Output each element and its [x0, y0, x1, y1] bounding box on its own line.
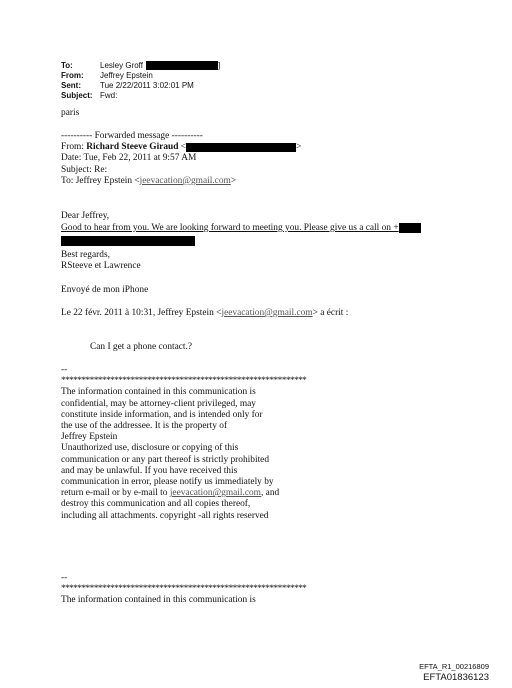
disclaimer-line: confidential, may be attorney-client privileged, may: [61, 398, 256, 409]
footer-ref-1: EFTA_R1_00216809: [419, 662, 489, 671]
forward-from-prefix: From:: [61, 142, 87, 153]
disclaimer: [61, 365, 306, 522]
disclaimer-repeat: [61, 573, 306, 607]
forward-from-lt: <: [178, 142, 187, 153]
forward-to-line: [61, 176, 301, 187]
disclaimer-line: constitute inside information, and is intended only for: [61, 409, 263, 420]
disclaimer-line10-suffix: , and: [260, 488, 280, 499]
header-to-row: [61, 61, 220, 71]
disclaimer-line: the use of the addressee. It is the property of: [61, 421, 228, 432]
forward-from-gt: >: [296, 142, 302, 153]
redaction-block: [61, 236, 195, 246]
sent-value: Tue 2/22/2011 3:02:01 PM: [100, 81, 194, 90]
message-line1: [61, 223, 421, 234]
subject-value: Fwd:: [100, 91, 118, 100]
email-header: [61, 61, 220, 101]
disclaimer-line: The information contained in this communication is: [61, 595, 256, 606]
disclaimer-line: The information contained in this communication is: [61, 387, 256, 398]
disclaimer-line: including all attachments. copyright -all rights reserved: [61, 510, 269, 521]
message-greeting: Dear Jeffrey,: [61, 211, 110, 221]
disclaimer-stars: ************************************************************: [61, 376, 307, 387]
subject-label: Subject:: [61, 91, 93, 100]
signature-text: RSteeve et Lawrence: [61, 261, 141, 272]
quote-intro: [61, 308, 348, 319]
disclaimer-dashes: --: [61, 573, 68, 583]
forward-to-prefix: To: Jeffrey Epstein <: [61, 175, 140, 186]
disclaimer-line: communication or any part thereof is strictly prohibited: [61, 454, 270, 465]
disclaimer-line: communication in error, please notify us immediately by: [61, 477, 274, 488]
sent-from-line: Envoyé de mon iPhone: [61, 285, 149, 295]
disclaimer-line: destroy this communication and all copies thereof,: [61, 499, 251, 510]
quote-intro-prefix: Le 22 févr. 2011 à 10:31, Jeffrey Epstein <: [61, 308, 222, 318]
disclaimer-line: and may be unlawful. If you have received this: [61, 465, 238, 476]
disclaimer-line: Jeffrey Epstein: [61, 432, 118, 443]
from-value: Jeffrey Epstein: [100, 71, 153, 80]
sent-label: Sent:: [61, 81, 81, 90]
disclaimer-stars: ************************************************************: [61, 584, 307, 595]
forward-date: Date: Tue, Feb 22, 2011 at 9:57 AM: [61, 153, 197, 164]
disclaimer-line10-prefix: return e-mail or by e-mail to: [61, 488, 170, 499]
forward-separator: ---------- Forwarded message ----------: [61, 131, 203, 141]
header-sent-row: [61, 81, 220, 91]
email-link[interactable]: jeevacation@gmail.com: [169, 488, 261, 499]
message-regards: [61, 250, 141, 272]
redaction-block: [186, 143, 296, 152]
quote-intro-suffix: > a écrit :: [312, 308, 349, 318]
regards-text: Best regards,: [61, 250, 110, 260]
forward-to-suffix: >: [230, 175, 237, 186]
quoted-text: Can I get a phone contact.?: [90, 342, 193, 352]
disclaimer-line: [61, 488, 306, 499]
header-subject-row: [61, 91, 220, 101]
header-from-row: [61, 71, 220, 81]
message-line1-text: Good to hear from you. We are looking forward to meeting you. Please give us a call on +: [61, 223, 399, 234]
to-value: Lesley Groff: [100, 61, 143, 70]
forward-from-name: Richard Steeve Giraud: [86, 142, 179, 153]
body-first-line: paris: [61, 108, 80, 118]
disclaimer-line: Unauthorized use, disclosure or copying of this: [61, 443, 239, 454]
redaction-block: [146, 61, 221, 70]
redaction-block: [399, 223, 421, 233]
forward-from-line: [61, 142, 301, 153]
forward-subject: Subject: Re:: [61, 164, 108, 175]
forwarded-message: [61, 131, 301, 187]
from-label: From:: [61, 71, 84, 80]
footer-ref-2: EFTA01836123: [423, 672, 489, 683]
disclaimer-dashes: --: [61, 365, 68, 375]
to-suffix: ]: [217, 61, 221, 70]
email-link[interactable]: jeevacation@gmail.com: [139, 175, 231, 186]
email-link[interactable]: jeevacation@gmail.com: [221, 308, 313, 318]
to-label: To:: [61, 61, 73, 70]
redaction-line: [61, 236, 195, 247]
